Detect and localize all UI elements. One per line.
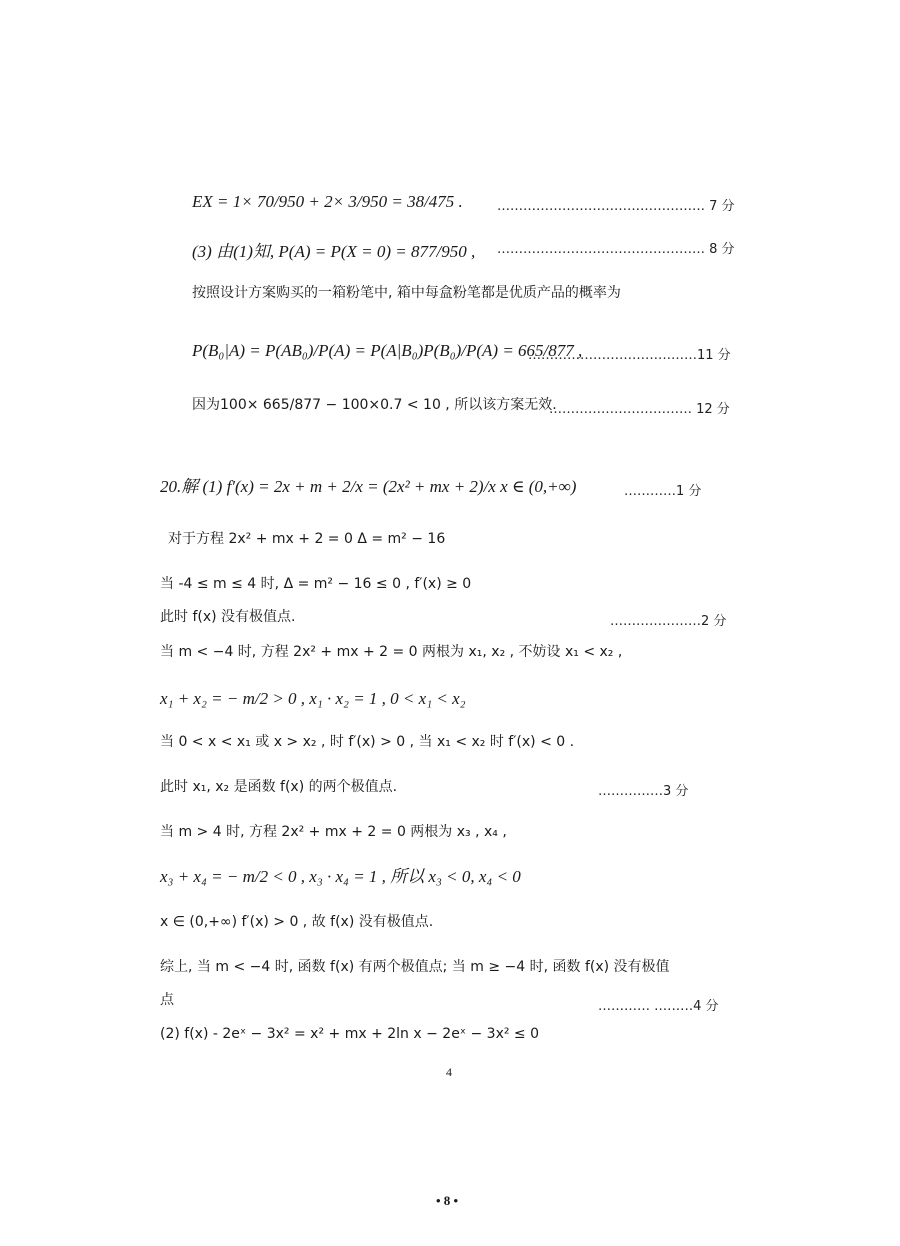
footer-page-number: • 8 • bbox=[436, 1193, 459, 1208]
line-summary2: 点 bbox=[160, 992, 174, 1008]
line-case2: 当 m < −4 时, 方程 2x² + mx + 2 = 0 两根为 x₁, x₂ , 不妨设 x₁ < x₂ , bbox=[160, 644, 623, 660]
score-1: …………1 分 bbox=[624, 484, 702, 499]
score-7: ………………………………………… 7 分 bbox=[497, 199, 735, 214]
line-case3b: x₃ + x₄ = − m/2 < 0 , x₃ · x₄ = 1 , 所以 x₃ < 0, x₄ < 0 bbox=[160, 867, 521, 886]
line-case2c: 当 0 < x < x₁ 或 x > x₂ , 时 f′(x) > 0 , 当 x₁ < x₂ 时 f′(x) < 0 . bbox=[160, 734, 575, 750]
score-3: ……………3 分 bbox=[598, 784, 689, 799]
line-p3: (3) 由(1)知, P(A) = P(X = 0) = 877/950 , bbox=[192, 242, 476, 261]
page-number: 4 bbox=[446, 1065, 452, 1079]
line-case1b: 此时 f(x) 没有极值点. bbox=[160, 609, 296, 625]
line-bayes: P(B₀|A) = P(AB₀)/P(A) = P(A|B₀)P(B₀)/P(A) = 665/877 , bbox=[192, 341, 583, 360]
line-q20: 20.解 (1) f′(x) = 2x + m + 2/x = (2x² + mx + 2)/x x ∈ (0,+∞) bbox=[160, 477, 577, 496]
line-case1: 当 -4 ≤ m ≤ 4 时, Δ = m² − 16 ≤ 0 , f′(x) ≥ 0 bbox=[160, 576, 472, 592]
score-2: …………………2 分 bbox=[610, 614, 727, 629]
line-case3c: x ∈ (0,+∞) f′(x) > 0 , 故 f(x) 没有极值点. bbox=[160, 914, 434, 930]
score-8: ………………………………………… 8 分 bbox=[497, 242, 735, 257]
line-part2: (2) f(x) - 2eˣ − 3x² = x² + mx + 2ln x − 2eˣ − 3x² ≤ 0 bbox=[160, 1026, 539, 1042]
line-ex: EX = 1× 70/950 + 2× 3/950 = 38/475 . bbox=[192, 192, 463, 211]
score-12: …………………………… 12 分 bbox=[549, 402, 730, 417]
line-prob-text: 按照设计方案购买的一箱粉笔中, 箱中每盒粉笔都是优质产品的概率为 bbox=[192, 285, 621, 301]
line-because: 因为100× 665/877 − 100×0.7 < 10 , 所以该方案无效. bbox=[192, 397, 557, 413]
score-4: ………… ………4 分 bbox=[598, 999, 719, 1014]
line-case2b: x₁ + x₂ = − m/2 > 0 , x₁ · x₂ = 1 , 0 < x₁ < x₂ bbox=[160, 689, 466, 708]
line-case2d: 此时 x₁, x₂ 是函数 f(x) 的两个极值点. bbox=[160, 779, 398, 795]
score-11: …………………………………11 分 bbox=[528, 348, 731, 363]
line-summary: 综上, 当 m < −4 时, 函数 f(x) 有两个极值点; 当 m ≥ −4 时, 函数 f(x) 没有极值 bbox=[160, 959, 670, 975]
line-eq: 对于方程 2x² + mx + 2 = 0 Δ = m² − 16 bbox=[168, 531, 446, 547]
line-case3: 当 m > 4 时, 方程 2x² + mx + 2 = 0 两根为 x₃ , x₄ , bbox=[160, 824, 507, 840]
